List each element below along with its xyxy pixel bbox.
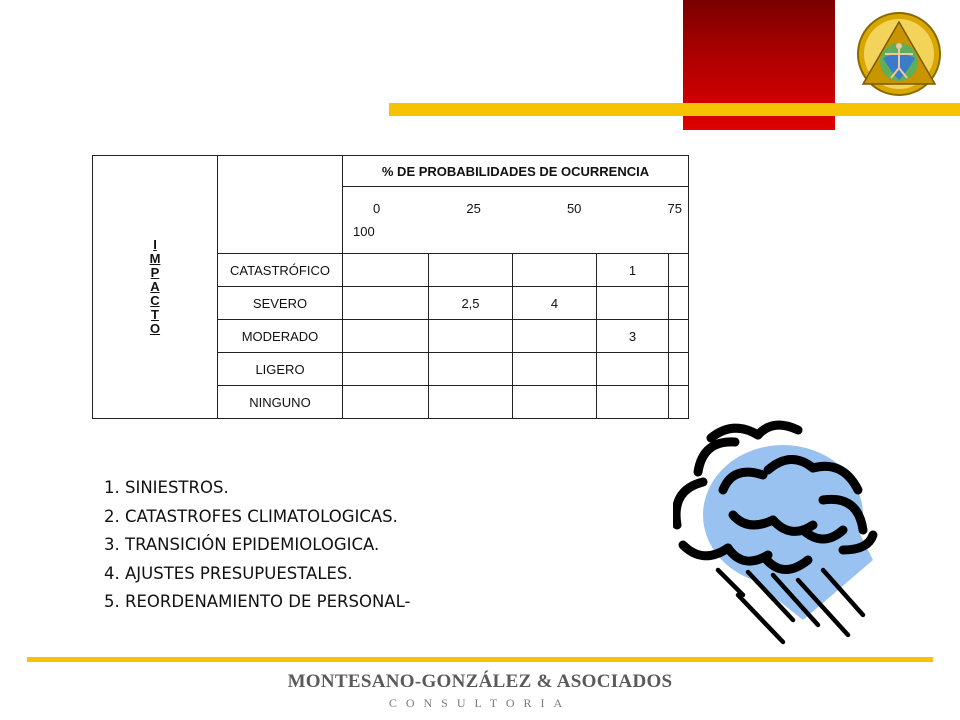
list-item: 1. SINIESTROS.	[104, 478, 229, 497]
matrix-cell	[343, 386, 429, 419]
impact-level-label: CATASTRÓFICO	[218, 254, 343, 287]
list-item: 4. AJUSTES PRESUPUESTALES.	[104, 563, 353, 583]
probability-header: % DE PROBABILIDADES DE OCURRENCIA	[343, 156, 689, 187]
matrix-cell	[513, 254, 597, 287]
storm-cloud-icon	[673, 420, 888, 645]
matrix-cell: 1	[597, 254, 669, 287]
impact-level-label: NINGUNO	[218, 386, 343, 419]
impact-vertical-label	[93, 156, 218, 419]
vitruvian-logo-icon	[855, 10, 943, 98]
impact-letter: O	[149, 321, 161, 336]
matrix-cell	[669, 353, 689, 386]
matrix-cell	[343, 287, 429, 320]
impact-letter: C	[150, 293, 160, 308]
matrix-cell	[513, 320, 597, 353]
impact-letter: T	[151, 307, 159, 322]
impact-letter: A	[150, 279, 160, 294]
matrix-cell	[429, 320, 513, 353]
matrix-cell: 4	[513, 287, 597, 320]
matrix-cell	[597, 287, 669, 320]
matrix-cell	[669, 287, 689, 320]
matrix-cell	[429, 353, 513, 386]
matrix-cell	[343, 320, 429, 353]
footer-gold-bar	[27, 657, 933, 662]
matrix-cell	[513, 353, 597, 386]
table-corner-blank	[218, 156, 343, 254]
list-item: 3. TRANSICIÓN EPIDEMIOLOGICA.	[104, 535, 380, 554]
matrix-cell: 3	[597, 320, 669, 353]
impact-letter: I	[153, 237, 157, 252]
impact-letter: P	[150, 265, 160, 280]
risk-matrix-table	[92, 155, 689, 419]
matrix-cell	[429, 386, 513, 419]
matrix-cell	[343, 254, 429, 287]
matrix-cell	[429, 254, 513, 287]
probability-scale	[343, 187, 689, 254]
impact-letter: M	[149, 251, 161, 266]
impact-level-label: LIGERO	[218, 353, 343, 386]
scale-value: 75	[667, 201, 683, 216]
matrix-cell	[669, 254, 689, 287]
matrix-cell	[669, 320, 689, 353]
risk-factor-list	[104, 474, 410, 617]
matrix-cell	[669, 386, 689, 419]
matrix-cell: 2,5	[429, 287, 513, 320]
scale-value: 25	[466, 201, 481, 216]
company-brand: MONTESANO-GONZÁLEZ & ASOCIADOS	[287, 671, 673, 692]
header-gold-bar	[389, 103, 960, 116]
scale-value: 50	[566, 201, 582, 216]
matrix-cell	[343, 353, 429, 386]
company-tagline: CONSULTORIA	[388, 696, 572, 710]
scale-value: 100	[353, 224, 375, 239]
scale-value: 0	[373, 201, 381, 216]
list-item: 2. CATASTROFES CLIMATOLOGICAS.	[104, 506, 398, 526]
matrix-cell	[597, 386, 669, 419]
impact-level-label: MODERADO	[218, 320, 343, 353]
matrix-cell	[513, 386, 597, 419]
impact-level-label: SEVERO	[218, 287, 343, 320]
matrix-cell	[597, 353, 669, 386]
list-item: 5. REORDENAMIENTO DE PERSONAL-	[104, 592, 411, 611]
